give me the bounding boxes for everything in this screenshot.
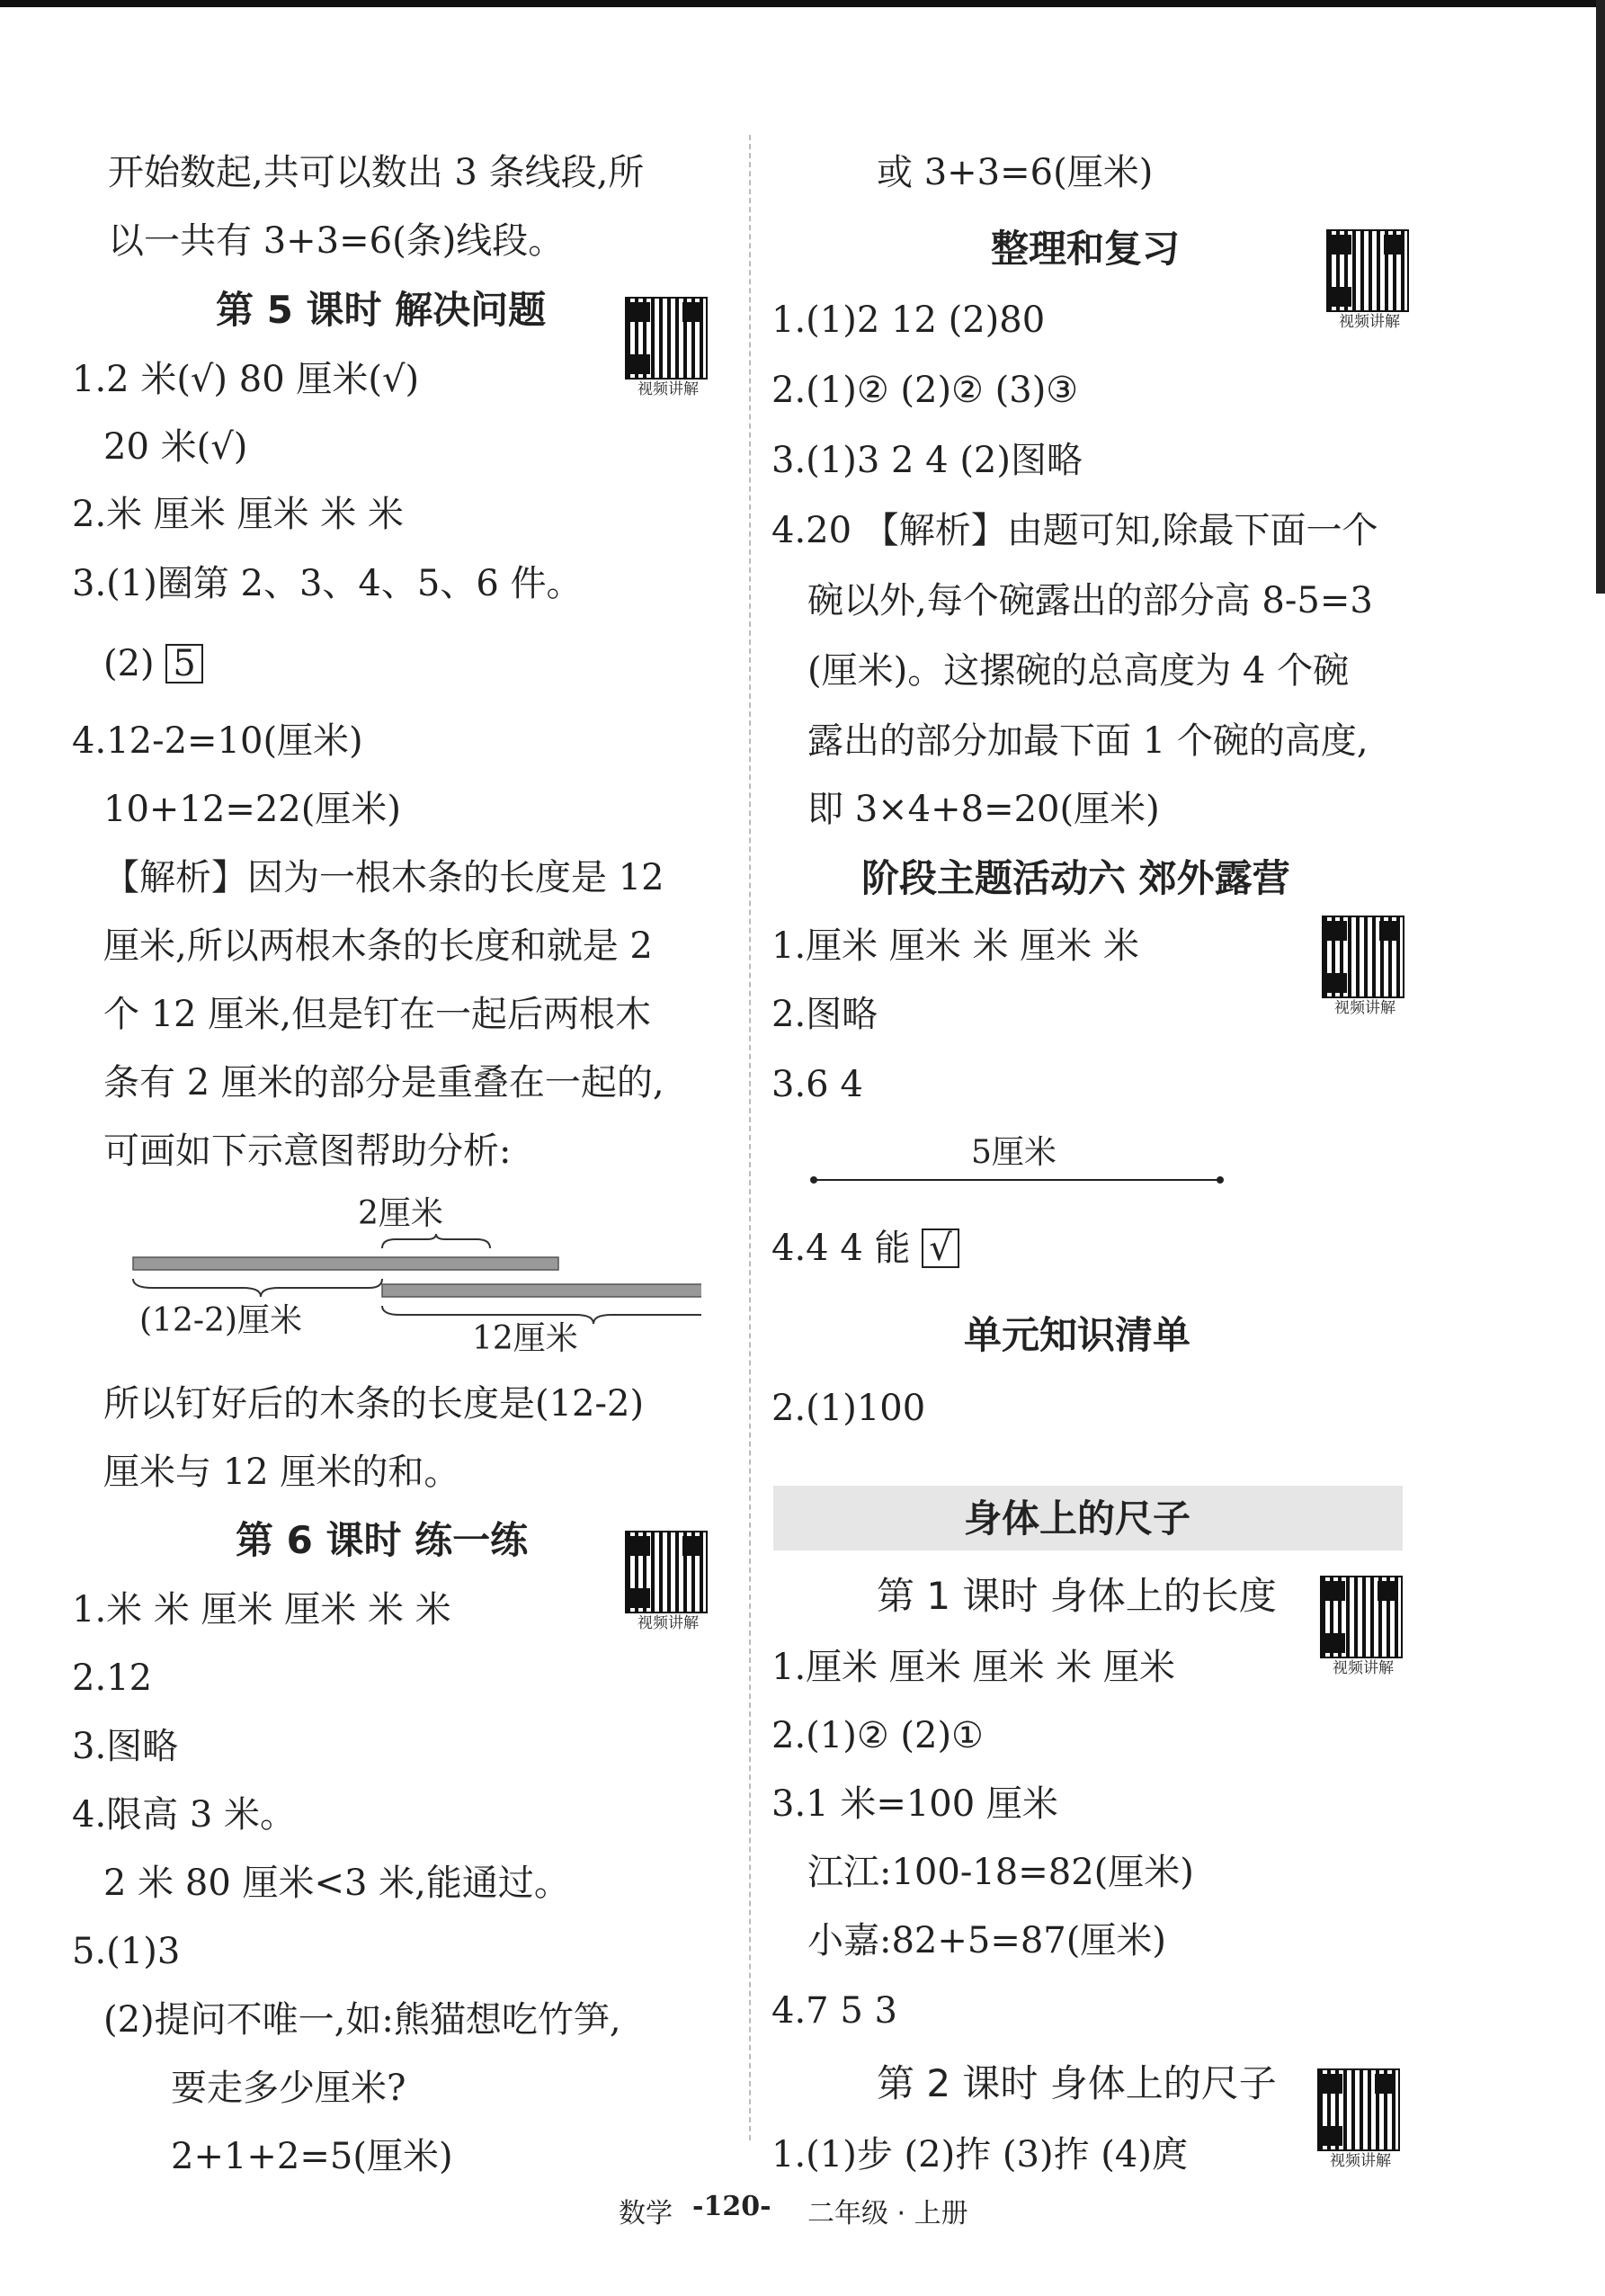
review-title: 整理和复习 [991, 227, 1181, 271]
answer-line: 2.12 [72, 1657, 153, 1699]
answer-line: 3.图略 [72, 1726, 179, 1767]
text-line: 厘米与 12 厘米的和。 [103, 1452, 460, 1493]
qr-code-icon [625, 297, 708, 380]
check-box: √ [922, 1228, 959, 1268]
answer-line: 4.12-2=10(厘米) [72, 720, 363, 762]
answer-line: 【解析】因为一根木条的长度是 12 [103, 857, 664, 898]
answer-line: 2 米 80 厘米<3 米,能通过。 [103, 1863, 570, 1904]
qr-caption: 视频讲解 [1330, 2152, 1391, 2170]
qr-caption: 视频讲解 [638, 380, 699, 398]
answer-line: 江江:100-18=82(厘米) [807, 1852, 1194, 1893]
lesson6-title: 第 6 课时 练一练 [236, 1518, 529, 1562]
answer-line [103, 642, 203, 685]
qr-code-icon [1322, 916, 1404, 998]
text-line: 或 3+3=6(厘米) [877, 152, 1154, 193]
qr-code-icon [1317, 2068, 1400, 2151]
answer-line: 4.限高 3 米。 [72, 1794, 297, 1836]
qr-code-icon [1326, 229, 1409, 312]
answer-line: 1.米 米 厘米 厘米 米 米 [72, 1589, 451, 1630]
qr-code[interactable] [1326, 229, 1413, 335]
text-line: 所以钉好后的木条的长度是(12-2) [103, 1383, 645, 1425]
boxed-answer: 5 [165, 644, 202, 683]
line-segment [805, 1169, 1236, 1191]
answer-line: 2.(1)② (2)① [771, 1715, 984, 1756]
right-edge [1596, 0, 1605, 594]
answer-line: 1.(1)2 12 (2)80 [771, 299, 1046, 341]
right-label: 12厘米 [472, 1320, 578, 1357]
footer-grade: 二年级 · 上册 [807, 2198, 968, 2229]
answer-line: 5.(1)3 [72, 1931, 181, 1972]
answer-line: 10+12=22(厘米) [103, 789, 401, 830]
page-number: -120- [692, 2191, 771, 2222]
qr-code[interactable] [1317, 2068, 1404, 2175]
answer-line: 碗以外,每个碗露出的部分高 8-5=3 [807, 580, 1373, 621]
text-line: 开始数起,共可以数出 3 条线段,所 [108, 152, 645, 193]
answer-prefix: (2) [103, 643, 155, 684]
body1-title: 第 1 课时 身体上的长度 [877, 1574, 1277, 1618]
answer-line: 3.1 米=100 厘米 [771, 1783, 1058, 1825]
answer-line: 1.厘米 厘米 米 厘米 米 [771, 925, 1140, 967]
answer-line: 20 米(√) [103, 426, 248, 468]
answer-line: 4.7 5 3 [771, 1990, 897, 2032]
answer-line: 个 12 厘米,但是钉在一起后两根木 [103, 994, 652, 1035]
answer-line: 3.(1)3 2 4 (2)图略 [771, 440, 1083, 481]
answer-line: (厘米)。这摞碗的总高度为 4 个碗 [807, 650, 1350, 692]
unit-title: 身体上的尺子 [964, 1496, 1191, 1541]
overlap-label: 2厘米 [358, 1195, 443, 1232]
qr-caption: 视频讲解 [1339, 313, 1400, 331]
answer-line: 小嘉:82+5=87(厘米) [807, 1920, 1166, 1961]
left-label: (12-2)厘米 [139, 1302, 302, 1339]
answer-line: 2.(1)100 [771, 1388, 926, 1429]
answer-line: 1.(1)步 (2)拃 (3)拃 (4)庹 [771, 2134, 1188, 2175]
answer-line: 条有 2 厘米的部分是重叠在一起的, [103, 1062, 664, 1103]
qr-caption: 视频讲解 [1333, 1659, 1394, 1677]
qr-code[interactable] [1320, 1576, 1406, 1682]
text-line: 以一共有 3+3=6(条)线段。 [108, 220, 565, 262]
qr-code-icon [1320, 1576, 1403, 1658]
answer-line [771, 1227, 959, 1270]
answer-line: 露出的部分加最下面 1 个碗的高度, [807, 720, 1369, 762]
qr-code[interactable] [1322, 916, 1408, 1022]
answer-line: 要走多少厘米? [171, 2068, 406, 2109]
answer-line: 2+1+2=5(厘米) [171, 2136, 453, 2177]
answer-line: 可画如下示意图帮助分析: [103, 1130, 512, 1172]
segment-label: 5厘米 [971, 1134, 1057, 1171]
qr-code[interactable] [625, 1531, 711, 1637]
answer-line: 即 3×4+8=20(厘米) [807, 789, 1160, 830]
answer-line: 3.6 4 [771, 1064, 863, 1105]
answer-line: 1.厘米 厘米 厘米 米 厘米 [771, 1647, 1176, 1688]
qr-caption: 视频讲解 [1334, 999, 1395, 1017]
qr-code-icon [625, 1531, 708, 1613]
answer-line: 4.20 【解析】由题可知,除最下面一个 [771, 510, 1378, 551]
answer-line: 2.(1)② (2)② (3)③ [771, 370, 1079, 411]
activity-title: 阶段主题活动六 郊外露营 [861, 856, 1290, 900]
answer-line: 3.(1)圈第 2、3、4、5、6 件。 [72, 563, 583, 604]
lesson5-title: 第 5 课时 解决问题 [216, 288, 547, 332]
top-edge [0, 0, 1605, 7]
footer-subject: 数学 [619, 2198, 673, 2229]
answer-text: 4.4 4 能 [771, 1228, 911, 1269]
answer-line: 2.图略 [771, 994, 878, 1035]
column-divider [749, 135, 751, 2140]
answer-line: (2)提问不唯一,如:熊猫想吃竹笋, [103, 1999, 621, 2041]
answer-line: 2.米 厘米 厘米 米 米 [72, 494, 405, 535]
summary-title: 单元知识清单 [964, 1313, 1191, 1357]
answer-line: 厘米,所以两根木条的长度和就是 2 [103, 925, 653, 967]
qr-caption: 视频讲解 [638, 1614, 699, 1632]
answer-line: 1.2 米(√) 80 厘米(√) [72, 359, 420, 400]
body2-title: 第 2 课时 身体上的尺子 [877, 2061, 1277, 2105]
qr-code[interactable] [625, 297, 711, 403]
